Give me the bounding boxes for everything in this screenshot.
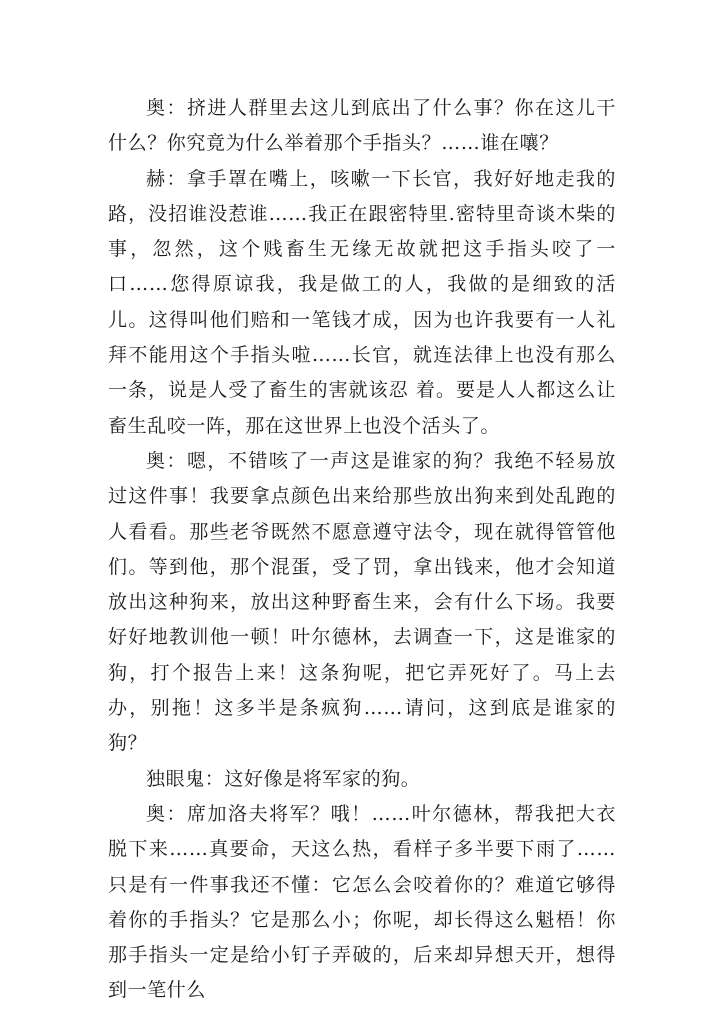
- dialogue-text: [108, 91, 616, 1009]
- dialogue-paragraph-he: 赫：拿手罩在嘴上，咳嗽一下长官，我好好地走我的路，没招谁没惹谁……我正在跟密特里.密特里奇谈木柴的事，忽然，这个贱畜生无缘无故就把这手指头咬了一口……您得原谅我，我是做工的人，我做的是细致的活儿。这得叫他们赔和一笔钱才成，因为也许我要有一人礼拜不能用这个手指头啦……长官，就连法律上也没有那么一条，说是人受了畜生的害就该忍 着。要是人人都这么让畜生乱咬一阵，那在这世界上也没个活头了。: [108, 167, 616, 437]
- dialogue-paragraph-one-eye: 独眼鬼：这好像是将军家的狗。: [146, 767, 421, 790]
- dialogue-paragraph-ao-3: 奥：席加洛夫将军？哦！……叶尔德林，帮我把大衣脱下来……真要命，天这么热，看样子多半要下雨了……只是有一件事我还不懂：它怎么会咬着你的？难道它够得着你的手指头？它是那么小；你呢，却长得这么魁梧！你那手指头一定是给小钉子弄破的，后来却异想天开，想得到一笔什么: [108, 802, 616, 1002]
- dialogue-paragraph-ao-1: 奥：挤进人群里去这儿到底出了什么事？你在这儿干什么？你究竟为什么举着那个手指头？……谁在嚷？: [108, 97, 616, 155]
- dialogue-paragraph-ao-2: 奥：嗯，不错咳了一声这是谁家的狗？我绝不轻易放过这件事！我要拿点颜色出来给那些放出狗来到处乱跑的人看看。那些老爷既然不愿意遵守法令，现在就得管管他们。等到他，那个混蛋，受了罚，拿出钱来，他才会知道放出这种狗来，放出这种野畜生来，会有什么下场。我要好好地教训他一顿！叶尔德林，去调查一下，这是谁家的狗，打个报告上来！这条狗呢，把它弄死好了。马上去办，别拖！这多半是条疯狗……请问，这到底是谁家的狗？: [108, 449, 616, 755]
